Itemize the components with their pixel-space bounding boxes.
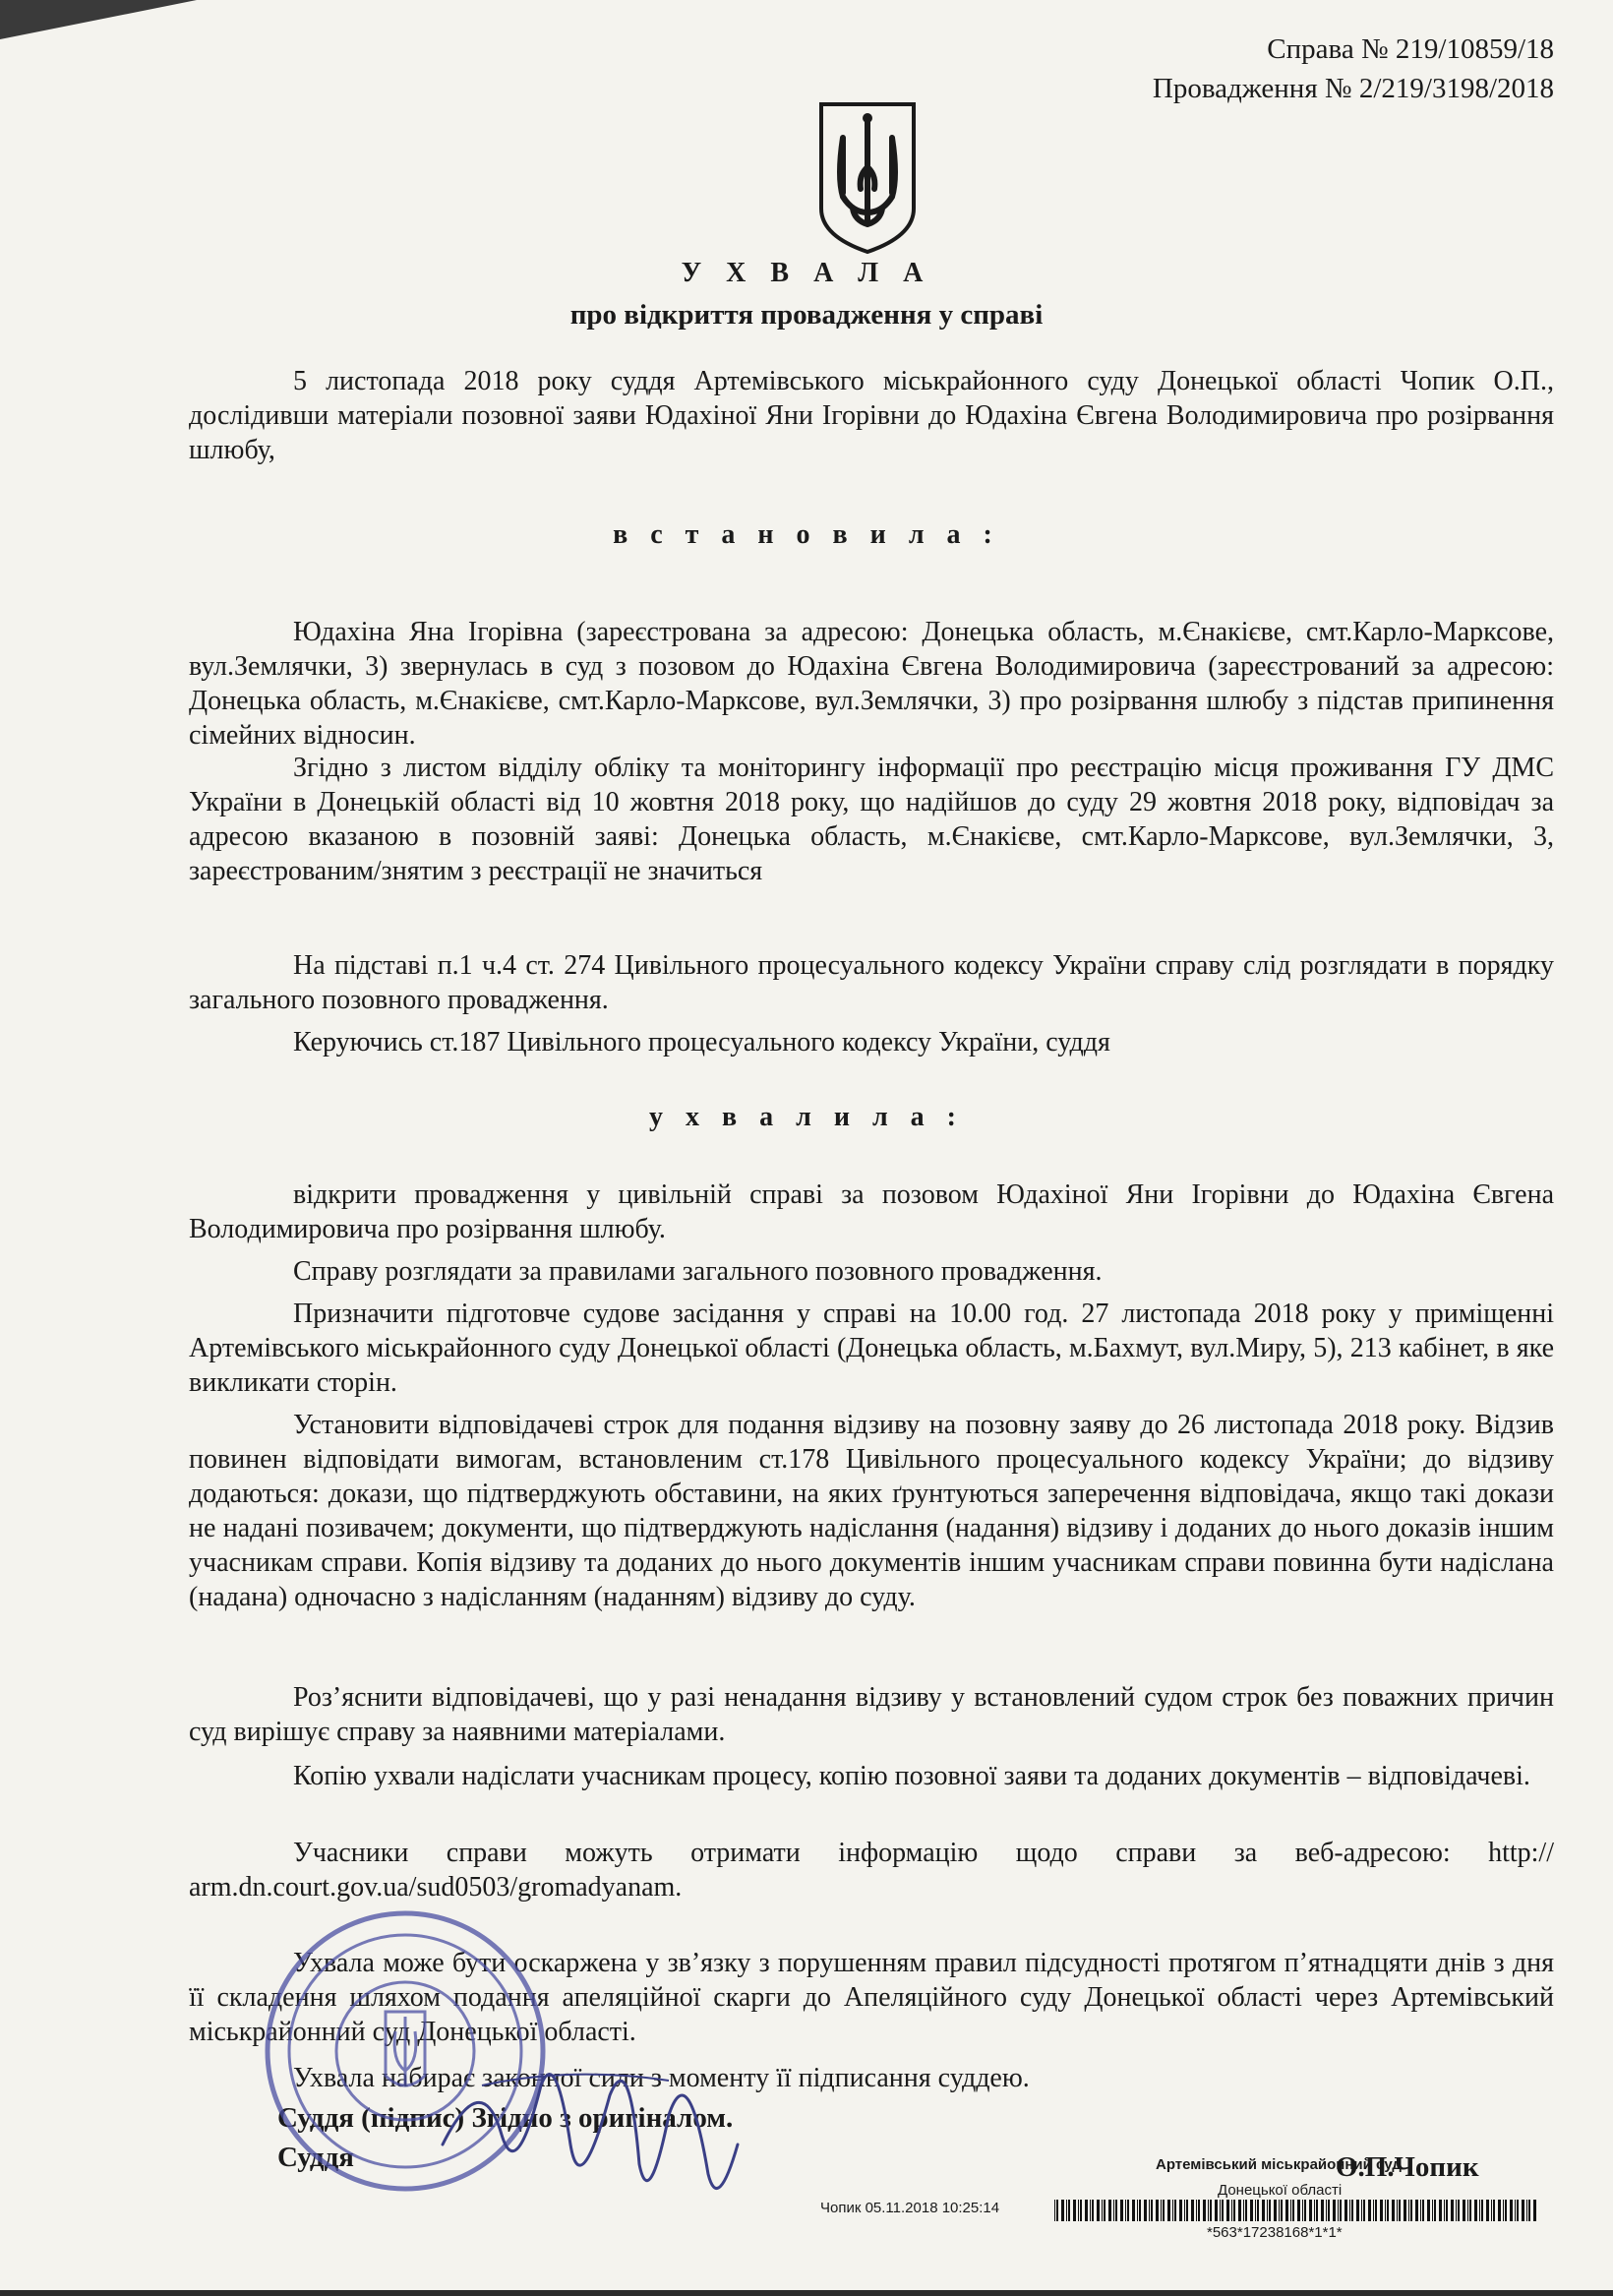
proceeding-number: Провадження № 2/219/3198/2018 <box>1152 73 1554 104</box>
handwritten-signature <box>423 2026 747 2223</box>
established-paragraph-1: Юдахіна Яна Ігорівна (зареєстрована за адресою: Донецька область, м.Єнакієве, смт.Карло-Марксове, вул.Землячки, 3) звернулась в суд з позовом до Юдахіна Євгена Володимировича (зареєстрований за адресою: Донецька область, м.Єнакієве, смт.Карло-Марксове, вул.Землячки, 3) про розірвання шлюбу з підстав припинення сімейних відносин. <box>189 617 1554 751</box>
ruled-paragraph-5: Роз’яснити відповідачеві, що у разі ненадання відзиву у встановлений судом строк без поважних причин суд вирішує справу за наявними матеріалами. <box>189 1682 1554 1747</box>
ruled-paragraph-4: Установити відповідачеві строк для подання відзиву на позовну заяву до 26 листопада 2018 року. Відзив повинен відповідати вимогам, встановленим ст.178 Цивільного процесуального кодексу України; до відзиву додаються: докази, що підтверджують обставини, на яких ґрунтуються заперечення відповідача, якщо такі докази не надані позивачем; документи, що підтверджують надіслання (надання) відзиву і доданих до нього доказів іншим учасникам справи. Копія відзиву та доданих до нього документів іншим учасникам справи повинна бути надіслана (надана) одночасно з надісланням (наданням) відзиву до суду. <box>189 1410 1554 1612</box>
judge-name: О.П.Чопик <box>1336 2151 1479 2183</box>
signature-line-1: Суддя (підпис) Згідно з оригіналом. <box>277 2102 734 2134</box>
ruled-paragraph-8: Ухвала може бути оскаржена у зв’язку з порушенням правил підсудності протягом п’ятнадцяти днів з дня її складення шляхом подання апеляційної скарги до Апеляційного суду Донецької області через Артемівський міськрайонний суд Донецької області. <box>189 1948 1554 2047</box>
ruled-paragraph-1: відкрити провадження у цивільній справі за позовом Юдахіної Яни Ігорівни до Юдахіна Євгена Володимировича про розірвання шлюбу. <box>189 1179 1554 1244</box>
ruled-paragraph-6: Копію ухвали надіслати учасникам процесу, копію позовної заяви та доданих документів – відповідачеві. <box>293 1761 1530 1791</box>
case-number: Справа № 219/10859/18 <box>1267 33 1554 65</box>
esignature-region: Донецької області <box>1218 2182 1343 2199</box>
signature-line-2: Суддя <box>277 2142 354 2173</box>
barcode-code: *563*17238168*1*1* <box>1207 2224 1343 2241</box>
scan-corner-shadow <box>0 0 197 39</box>
intro-paragraph: 5 листопада 2018 року суддя Артемівського міськрайонного суду Донецької області Чопик О.П., дослідивши матеріали позовної заяви Юдахіної Яни Ігорівни до Юдахіна Євгена Володимировича про розірвання шлюбу, <box>189 366 1554 465</box>
ruled-paragraph-3: Призначити підготовче судове засідання у справі на 10.00 год. 27 листопада 2018 року у приміщенні Артемівського міськрайонного суду Донецької області (Донецька область, м.Бахмут, вул.Миру, 5), 213 кабінет, в яке викликати сторін. <box>189 1299 1554 1398</box>
established-paragraph-2: Згідно з листом відділу обліку та моніторингу інформації про реєстрацію місця проживання ГУ ДМС України в Донецькій області від 10 жовтня 2018 року, що надійшов до суду 29 жовтня 2018 року, відповідач за адресою вказаною в позовній заяві: Донецька область, м.Єнакієве, смт.Карло-Марксове, вул.Землячки, 3, зареєстрованим/знятим з реєстрації не значиться <box>189 753 1554 886</box>
established-paragraph-4: Керуючись ст.187 Цивільного процесуального кодексу України, суддя <box>293 1027 1110 1057</box>
ruled-paragraph-7: Учасники справи можуть отримати інформацію щодо справи за веб-адресою: http:// arm.dn.court.gov.ua/sud0503/gromadyanam. <box>189 1838 1554 1903</box>
established-paragraph-3: На підставі п.1 ч.4 ст. 274 Цивільного процесуального кодексу України справу слід розглядати в порядку загального позовного провадження. <box>189 950 1554 1015</box>
scan-bottom-edge <box>0 2290 1613 2296</box>
ruled-paragraph-2: Справу розглядати за правилами загального позовного провадження. <box>293 1256 1103 1287</box>
document-title: У Х В А Л А <box>681 258 932 288</box>
esignature-signer-timestamp: Чопик 05.11.2018 10:25:14 <box>820 2200 1000 2216</box>
ruled-paragraph-9: Ухвала набирає законної сили з моменту її підписання суддею. <box>293 2063 1030 2093</box>
document-subtitle: про відкриття провадження у справі <box>569 299 1044 331</box>
case-numbers <box>1153 30 1554 108</box>
section-established: в с т а н о в и л а : <box>613 519 1000 550</box>
esignature-court: Артемівський міськрайонний суд <box>1156 2156 1402 2173</box>
barcode <box>1054 2200 1541 2221</box>
coat-of-arms-icon <box>813 98 922 256</box>
section-ruled: у х в а л и л а : <box>649 1102 964 1132</box>
